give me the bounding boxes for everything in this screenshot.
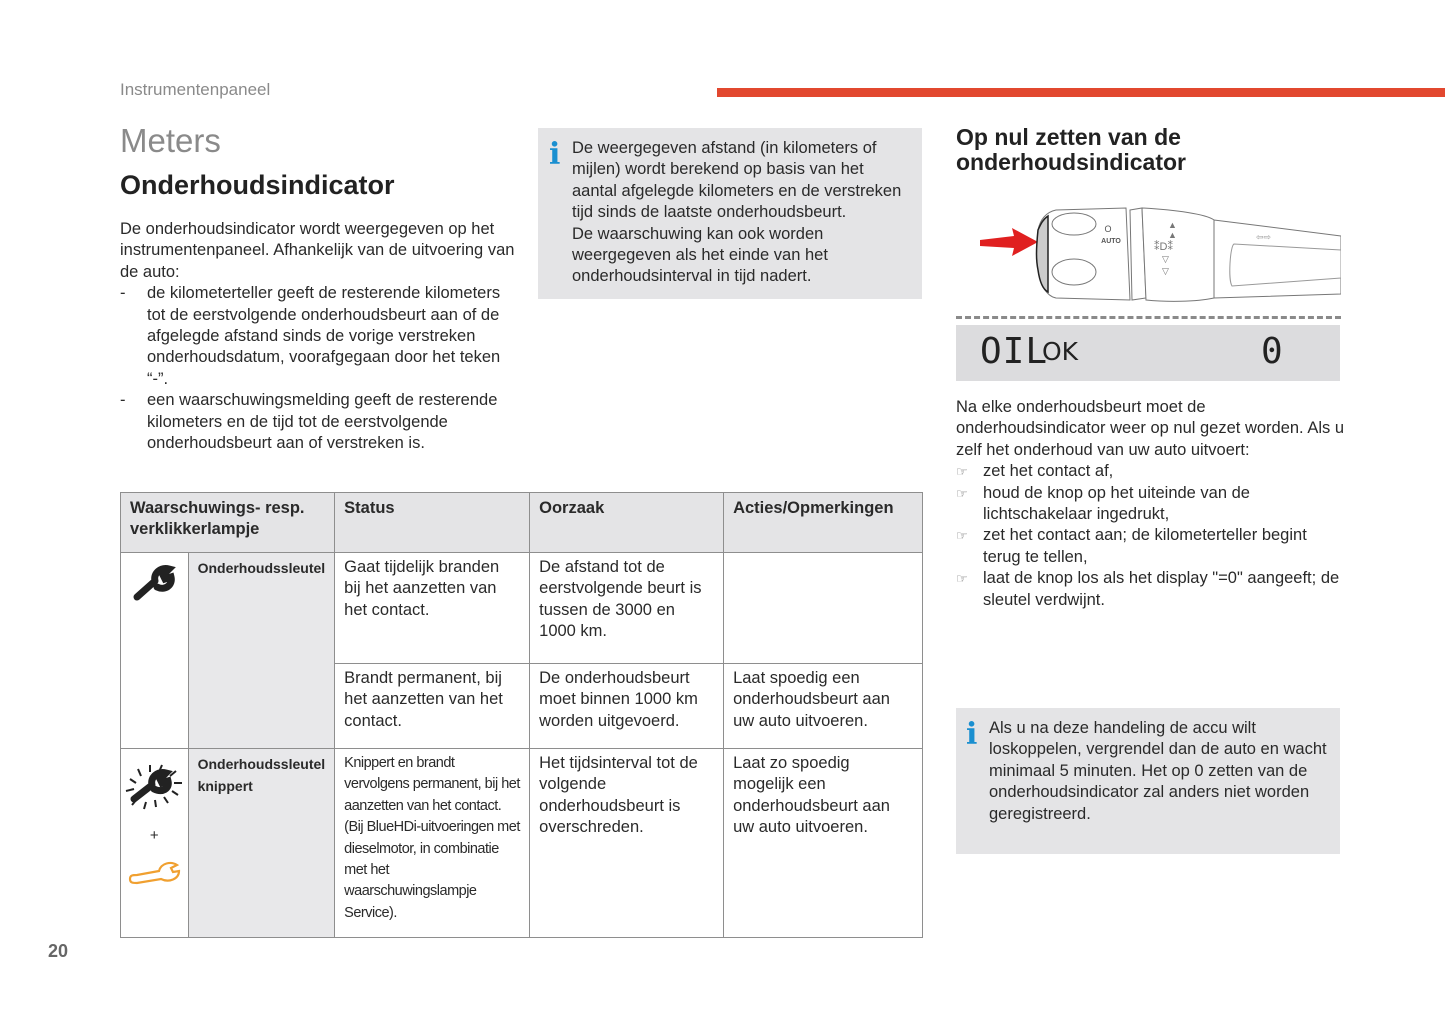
display-value: 0 — [1261, 331, 1283, 372]
lamp-icon-cell — [121, 553, 189, 749]
list-item — [956, 461, 1348, 482]
service-wrench-icon — [127, 857, 181, 885]
info-icon: i — [549, 137, 561, 172]
page-title: Onderhoudsindicator — [120, 170, 395, 200]
step-text: houd de knop op het uiteinde van de lichtschakelaar ingedrukt, — [983, 483, 1250, 524]
info-text: De weergegeven afstand (in kilometers of mijlen) wordt berekend op basis van het aantal afgelegde kilometers en de verstreken tijd sinds de laatste onderhoudsbeurt. De waarschuwing kan ook worden weergegeven als het einde van het onderhoudsinterval in tijd nadert. — [572, 139, 902, 286]
svg-text:▲: ▲ — [1168, 230, 1177, 240]
red-arrow-icon — [980, 228, 1038, 256]
wrench-icon — [131, 563, 177, 603]
stalk-off-label: O — [1104, 224, 1112, 234]
header-action: Acties/Opmerkingen — [724, 493, 923, 553]
svg-text:▽: ▽ — [1162, 266, 1169, 276]
info-text: Als u na deze handeling de accu wilt loskoppelen, vergrendel dan de auto en wacht minimaal 5 minuten. Het op 0 zetten van de onderhoudsindicator zal anders niet worden geregistreerd. — [989, 719, 1327, 823]
list-item: - een waarschuwingsmelding geeft de resterende kilometers en de tijd tot de eerstvolgende onderhoudsbeurt aan of verstreken is. — [120, 390, 520, 454]
stalk-auto-label: AUTO — [1101, 238, 1121, 245]
step-text: zet het contact af, — [983, 462, 1114, 481]
status-cell: Gaat tijdelijk branden bij het aanzetten van het contact. — [335, 553, 530, 664]
list-item — [956, 568, 1348, 611]
intro-text — [120, 219, 520, 454]
header-lamp: Waarschuwings- resp. verklikkerlampje — [121, 493, 335, 553]
flashing-wrench-icon — [122, 759, 186, 819]
header-status: Status — [335, 493, 530, 553]
reset-paragraph: Na elke onderhoudsbeurt moet de onderhoudsindicator weer op nul gezet worden. Als u zelf het onderhoud van uw auto uitvoert: — [956, 398, 1344, 459]
action-cell: Laat zo spoedig mogelijk een onderhoudsbeurt aan uw auto uitvoeren. — [724, 749, 923, 938]
info-box — [538, 128, 922, 299]
list-item — [956, 525, 1348, 568]
action-cell: Laat spoedig een onderhoudsbeurt aan uw auto uitvoeren. — [724, 664, 923, 749]
pointing-hand-icon: ☞ — [956, 528, 968, 544]
status-cell: Brandt permanent, bij het aanzetten van het contact. — [335, 664, 530, 749]
intro-paragraph: De onderhoudsindicator wordt weergegeven op het instrumentenpaneel. Afhankelijk van de uitvoering van de auto: — [120, 220, 515, 281]
cause-cell: De afstand tot de eerstvolgende beurt is tussen de 3000 en 1000 km. — [530, 553, 724, 664]
pointing-hand-icon: ☞ — [956, 485, 968, 501]
divider — [956, 316, 1341, 319]
cause-cell: Het tijdsinterval tot de volgende onderhoudsbeurt is overschreden. — [530, 749, 724, 938]
reset-instructions — [956, 397, 1348, 611]
warning-lamp-table — [120, 492, 923, 938]
section-title: Op nul zetten van de onderhoudsindicator — [956, 124, 1186, 175]
display-ok: OK — [1042, 337, 1079, 366]
step-text: laat de knop los als het display "=0" aangeeft; de sleutel verdwijnt. — [983, 569, 1340, 609]
section-header: Instrumentenpaneel — [120, 80, 271, 99]
svg-text:▲: ▲ — [1168, 220, 1177, 230]
light-stalk-illustration — [956, 200, 1341, 308]
lamp-name: Onderhoudssleutel knippert — [188, 749, 335, 938]
lamp-icon-cell — [121, 749, 189, 938]
svg-text:▽: ▽ — [1162, 254, 1169, 264]
step-text: zet het contact aan; de kilometerteller begint terug te tellen, — [983, 526, 1307, 566]
header-cause: Oorzaak — [530, 493, 724, 553]
svg-text:⇦⇨: ⇦⇨ — [1256, 232, 1272, 242]
plus-sign: + — [149, 827, 159, 845]
table-row — [121, 553, 923, 664]
action-cell — [724, 553, 923, 664]
chapter-title: Meters — [120, 122, 221, 159]
info-icon: i — [966, 717, 978, 752]
display-oil: OIL — [980, 331, 1049, 372]
status-cell: Knippert en brandt vervolgens permanent, bij het aanzetten van het contact. (Bij BlueHDi-uitvoeringen met dieselmotor, in combinatie met het waarschuwingslampje Service). — [335, 749, 530, 938]
list-item: - de kilometerteller geeft de resterende kilometers tot de eerstvolgende onderhoudsbeurt aan of de afgelegde afstand sinds de vorige verstreken onderhoudsdatum, voorafgegaan door het teken “-”. — [120, 283, 520, 390]
pointing-hand-icon: ☞ — [956, 464, 968, 480]
cause-cell: De onderhoudsbeurt moet binnen 1000 km worden uitgevoerd. — [530, 664, 724, 749]
table-row — [121, 749, 923, 938]
svg-text:⁑D⁑: ⁑D⁑ — [1154, 241, 1173, 253]
page-number: 20 — [48, 941, 69, 961]
pointing-hand-icon: ☞ — [956, 571, 968, 587]
table-header-row — [121, 493, 923, 553]
list-item — [956, 483, 1348, 526]
instrument-display — [956, 325, 1340, 381]
intro-list — [120, 283, 520, 454]
accent-bar — [717, 88, 1445, 97]
reset-steps — [956, 461, 1348, 611]
lamp-name: Onderhoudssleutel — [188, 553, 335, 749]
info-box — [956, 708, 1340, 854]
